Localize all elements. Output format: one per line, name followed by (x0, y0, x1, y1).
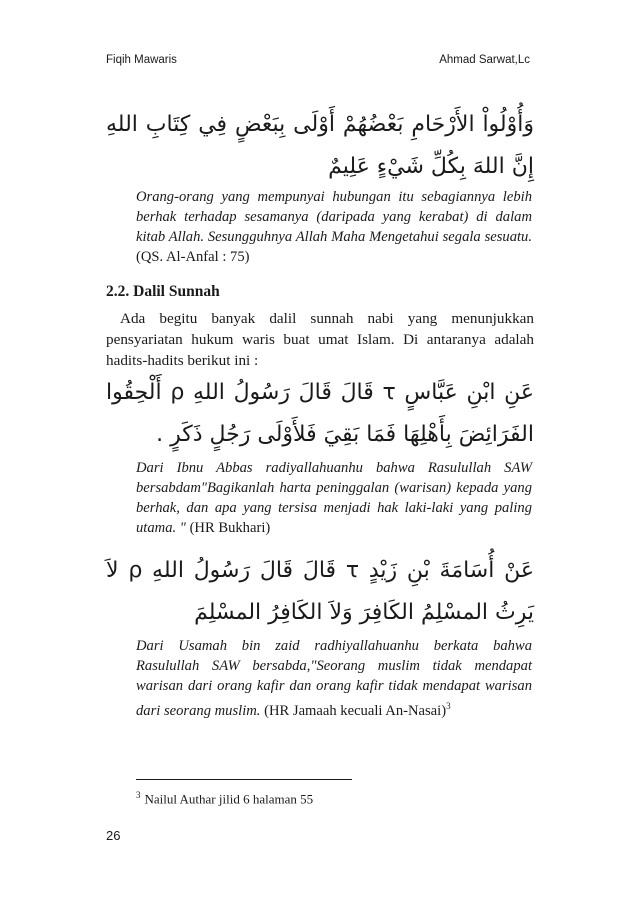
footnote (136, 790, 313, 807)
hadith2-translation-text: Dari Usamah bin zaid radhiyallahuanhu berkata bahwa Rasulullah SAW bersabda,"Seorang muslim tidak mendapat warisan dari orang kafir dan orang kafir tidak mendapat warisan dari seorang muslim. (136, 638, 532, 719)
header-book-title: Fiqih Mawaris (106, 54, 177, 66)
hadith2-source: (HR Jamaah kecuali An-Nasai) (260, 702, 447, 719)
hadith1-source: (HR Bukhari) (185, 520, 271, 536)
verse-translation (136, 187, 532, 267)
hadith1-translation (136, 458, 532, 538)
footnote-text: Nailul Authar jilid 6 halaman 55 (144, 791, 314, 807)
verse-arabic: وَأُوْلُواْ الأَرْحَامِ بَعْضُهُمْ أَوْلَى بِبَعْضٍ فِي كِتَابِ اللهِ إِنَّ اللهَ بِكُلِّ شَيْءٍ عَلِيمٌ (106, 112, 534, 179)
footnote-reference[interactable]: 3 (446, 701, 451, 711)
section-heading: 2.2. Dalil Sunnah (106, 283, 220, 300)
verse-translation-text: Orang-orang yang mempunyai hubungan itu sebagiannya lebih berhak terhadap sesamanya (daripada yang kerabat) di dalam kitab Allah. Sesungguhnya Allah Maha Mengetahui segala sesuatu. (136, 189, 532, 245)
hadith1-translation-text: Dari Ibnu Abbas radiyallahuanhu bahwa Rasulullah SAW bersabdam"Bagikanlah harta peninggalan (warisan) kepada yang berhak, dan apa yang tersisa menjadi hak laki-laki yang paling utama. " (136, 460, 532, 536)
hadith2-translation (136, 636, 532, 721)
footnote-divider (136, 779, 352, 780)
running-header (106, 54, 530, 66)
hadith1-arabic: عَنِ ابْنِ عَبَّاسٍ τ قَالَ قَالَ رَسُولُ اللهِ ρ أَلْحِقُوا الفَرَائِضَ بِأَهْلِهَا فَمَا بَقِيَ فَلأَوْلَى رَجُلٍ ذَكَرٍ . (106, 380, 534, 447)
page-number: 26 (106, 828, 121, 843)
header-author: Ahmad Sarwat,Lc (439, 54, 530, 66)
section-intro: Ada begitu banyak dalil sunnah nabi yang menunjukkan pensyariatan hukum waris buat umat Islam. Di antaranya adalah hadits-hadits berikut ini : (106, 310, 534, 369)
footnote-number: 3 (136, 790, 141, 800)
hadith2-arabic: عَنْ أُسَامَةَ بْنِ زَيْدٍ τ قَالَ قَالَ رَسُولُ اللهِ ρ لاَ يَرِثُ المسْلِمُ الكَافِرَ وَلاَ الكَافِرُ المسْلِمَ (106, 558, 534, 625)
verse-source: (QS. Al-Anfal : 75) (136, 249, 250, 265)
